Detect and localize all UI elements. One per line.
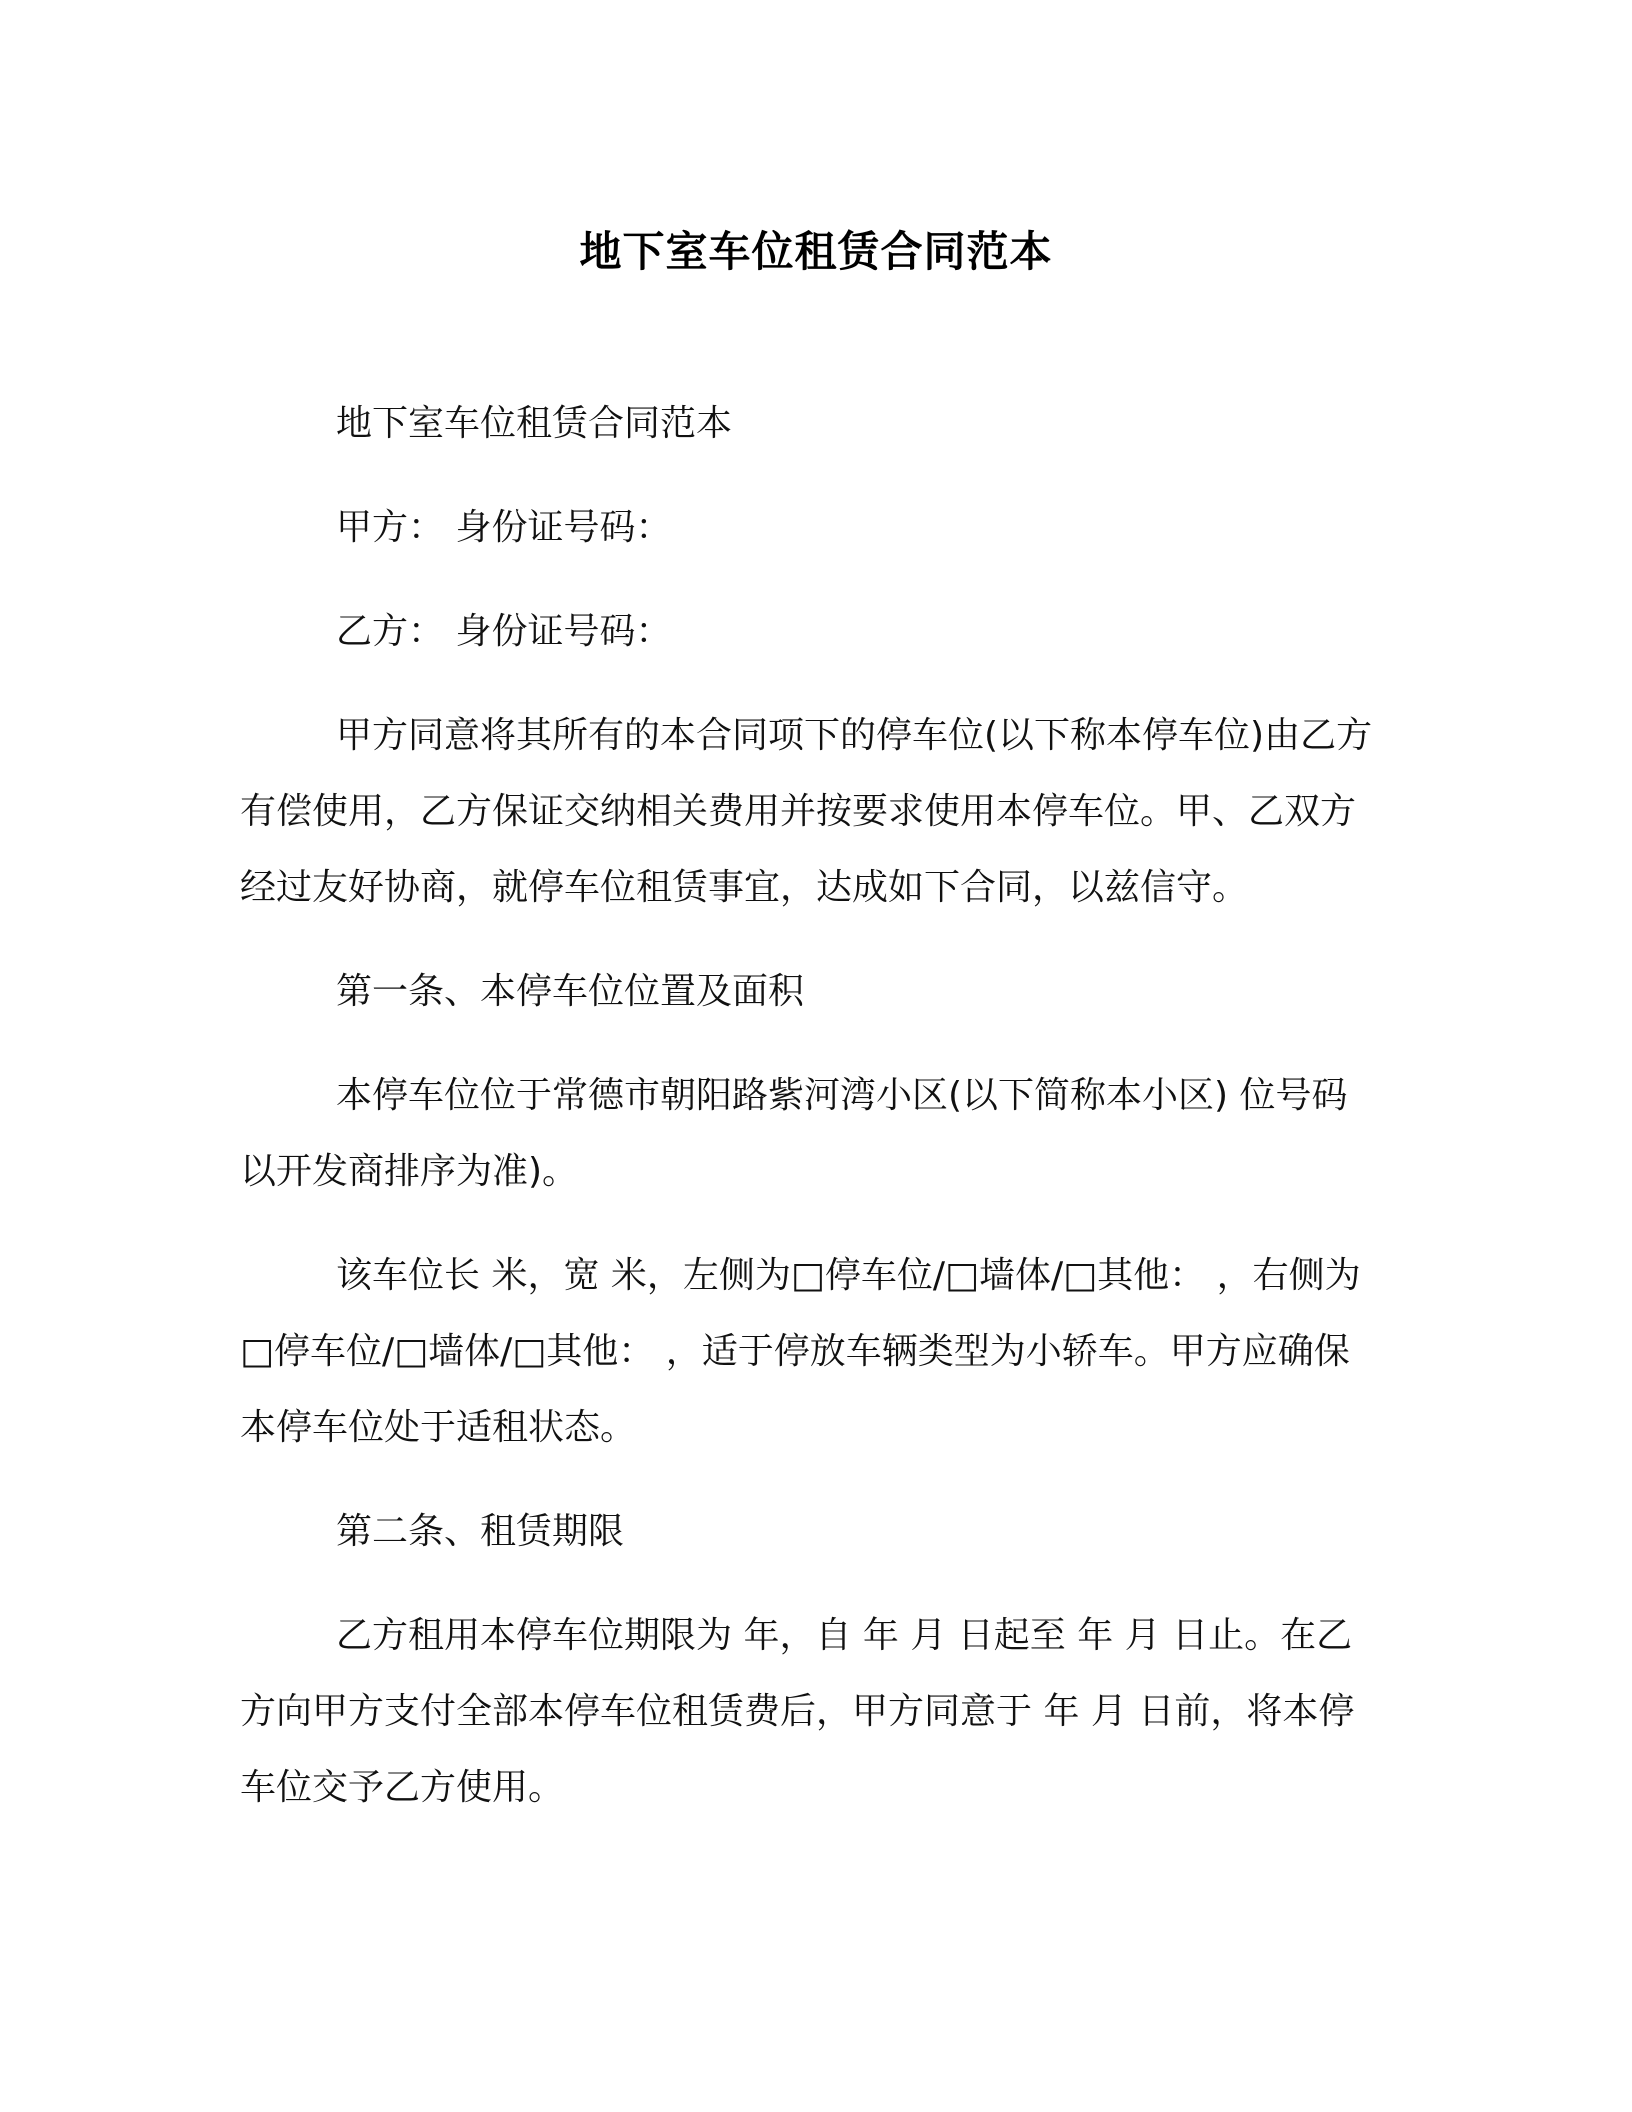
subtitle-paragraph: 地下室车位租赁合同范本 — [336, 403, 733, 444]
article-2-term-paragraph: 乙方租用本停车位期限为 年，自 年 月 日起至 年 月 日止。在乙方向甲方支付全部本停车位租赁费后，甲方同意于 年 月 日前，将本停车位交予乙方使用。 — [240, 1615, 1355, 1808]
document-title: 地下室车位租赁合同范本 — [579, 227, 1053, 276]
party-a-line: 甲方： 身份证号码： — [336, 507, 672, 548]
intro-paragraph: 甲方同意将其所有的本合同项下的停车位(以下称本停车位)由乙方有偿使用，乙方保证交纳相关费用并按要求使用本停车位。甲、乙双方经过友好协商，就停车位租赁事宜，达成如下合同，以兹信守。 — [240, 715, 1373, 908]
article-1-size-paragraph: 该车位长 米，宽 米，左侧为□停车位/□墙体/□其他： ，右侧为□停车位/□墙体/□其他： ，适于停放车辆类型为小轿车。甲方应确保本停车位处于适租状态。 — [240, 1255, 1361, 1448]
party-b-line: 乙方： 身份证号码： — [336, 611, 672, 652]
article-1-heading: 第一条、本停车位位置及面积 — [336, 971, 805, 1012]
article-2-heading: 第二条、租赁期限 — [336, 1511, 625, 1552]
article-1-location-paragraph: 本停车位位于常德市朝阳路紫河湾小区(以下简称本小区) 位号码以开发商排序为准)。 — [240, 1075, 1348, 1192]
document-body — [240, 386, 1380, 1854]
